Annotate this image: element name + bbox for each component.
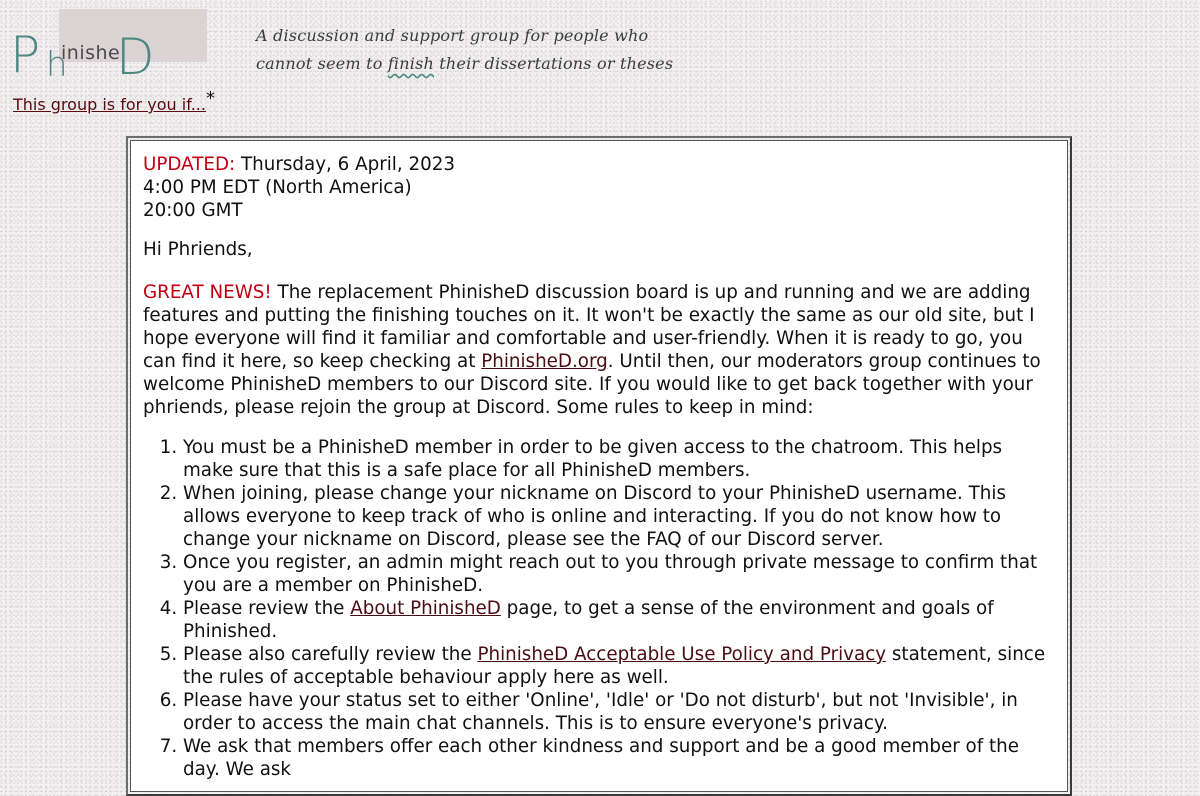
logo-letter-p: P: [10, 26, 39, 84]
update-info: [143, 153, 1057, 222]
news-paragraph: [143, 281, 1057, 419]
site-logo[interactable]: [10, 8, 210, 88]
updated-label: UPDATED:: [143, 154, 236, 175]
tagline-line-2-suffix: their dissertations or theses: [434, 54, 674, 73]
rule-4-prefix: Please review the: [183, 598, 351, 619]
about-phinished-link[interactable]: About PhinisheD: [350, 598, 501, 619]
tagline-finish-emphasis: finish: [387, 54, 434, 73]
asterisk-footnote-marker: *: [205, 88, 215, 109]
site-tagline: [256, 22, 673, 78]
rule-item-5: [183, 643, 1057, 689]
group-is-for-you-link[interactable]: This group is for you if...: [13, 95, 206, 114]
tagline-line-2: [256, 50, 673, 78]
tagline-line-1: A discussion and support group for people who: [256, 26, 649, 45]
rule-item-1: 1. You must be a PhinisheD member in order to be given access to the chatroom. This helps make sure that this is a safe place for all PhinisheD members.: [183, 436, 1057, 482]
rule-item-2: 2. When joining, please change your nickname on Discord to your PhinisheD username. This allows everyone to keep track of who is online and interacting. If you do not know how to change your nickname on Discord, please see the FAQ of our Discord server.: [183, 482, 1057, 551]
news-text-1: The replacement PhinisheD discussion board is up and running and we are adding features and putting the finishing touches on it. It won't be exactly the same as our old site, but I hope everyone will find it familiar and comfortable and user-friendly. When it is ready to go, you can find it here, so keep checking at: [143, 282, 1035, 372]
logo-letter-d: D: [116, 28, 155, 86]
rule-item-4: [183, 597, 1057, 643]
logo-letters-inishe: inishe: [61, 42, 121, 64]
rule-item-3: 3. Once you register, an admin might reach out to you through private message to confirm that you are a member on PhinisheD.: [183, 551, 1057, 597]
update-date-line: [143, 153, 1057, 176]
notice-content: [130, 140, 1068, 792]
phinished-org-link[interactable]: PhinisheD.org: [481, 351, 608, 372]
news-text-2: . Until then, our moderators group continues to welcome PhinisheD members to our Discord site. If you would like to get back together with your phriends, please rejoin the group at Discord. Some rules to keep in mind:: [143, 351, 1041, 418]
rule-item-7: 7. We ask that members offer each other kindness and support and be a good member of the day. We ask: [183, 735, 1057, 781]
update-time-gmt: 20:00 GMT: [143, 200, 243, 221]
updated-date: Thursday, 6 April, 2023: [235, 154, 456, 175]
rule-5-suffix: statement, since the rules of acceptable behaviour apply here as well.: [183, 644, 1046, 688]
rules-list: [143, 436, 1057, 781]
rule-4-suffix: page, to get a sense of the environment and goals of Phinished.: [183, 598, 994, 642]
acceptable-use-policy-link[interactable]: PhinisheD Acceptable Use Policy and Privacy: [477, 644, 887, 665]
update-time-local: 4:00 PM EDT (North America): [143, 177, 412, 198]
notice-box: [126, 136, 1072, 796]
for-you-section: [13, 88, 215, 115]
logo-letter-h: h: [46, 45, 68, 85]
rule-5-prefix: Please also carefully review the: [183, 644, 478, 665]
greeting: Hi Phriends,: [143, 239, 253, 260]
great-news-label: GREAT NEWS!: [143, 282, 272, 303]
rule-item-6: 6. Please have your status set to either 'Online', 'Idle' or 'Do not disturb', but not 'Invisible', in order to access the main chat channels. This is to ensure everyone's privacy.: [183, 689, 1057, 735]
tagline-line-2-prefix: cannot seem to: [256, 54, 388, 73]
